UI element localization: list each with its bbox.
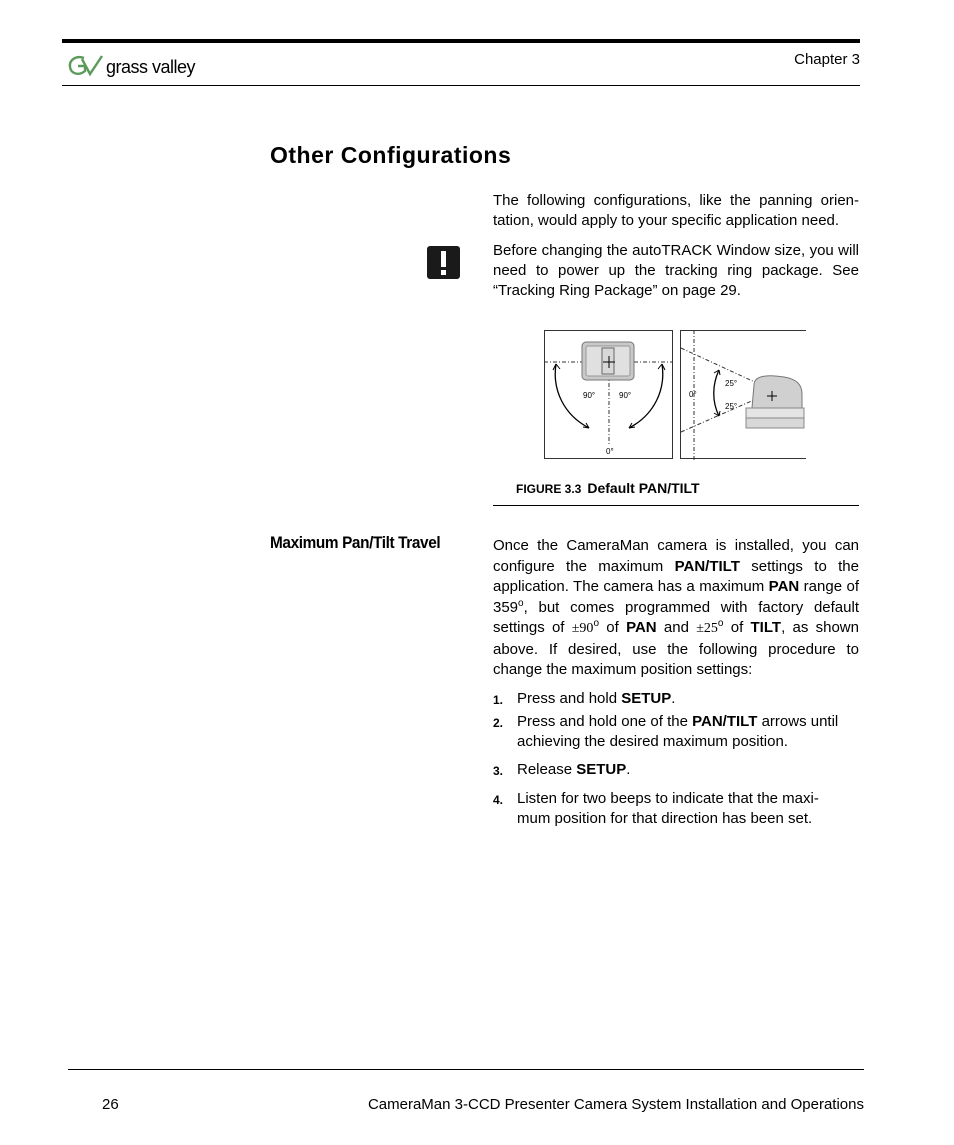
intro-paragraph: The following configurations, like the panning orien-tation, would apply to your specific application need. (493, 192, 859, 229)
figure-rule (493, 505, 859, 506)
camera-side-view (746, 376, 804, 428)
pan-left-label: 90° (583, 391, 596, 400)
figure-caption (516, 480, 700, 496)
gv-logo-mark (66, 52, 206, 80)
header-rule (62, 85, 860, 86)
tilt-zero-label: 0° (689, 390, 697, 399)
step-item: 2. Press and hold one of the PAN/TILT arrows until achieving the desired maximum position. (493, 713, 839, 750)
step-item: 4. Listen for two beeps to indicate that the maxi-mum position for that direction has been set. (493, 790, 819, 827)
exclamation-icon (427, 246, 460, 279)
footer-rule (68, 1069, 864, 1070)
section-title: Other Configurations (270, 142, 512, 168)
procedure-steps (493, 689, 859, 829)
pan-zero-label: 0° (606, 447, 614, 456)
footer-doc-title: CameraMan 3-CCD Presenter Camera System Installation and Operations (367, 1096, 864, 1113)
step-item: 1. Press and hold SETUP. (493, 690, 676, 707)
camera-top-view (582, 342, 634, 380)
logo-text: grass valley (106, 57, 196, 77)
header-top-rule (62, 39, 860, 43)
subsection-paragraph: Once the CameraMan camera is installed, you can configure the maximum PAN/TILT settings to the application. The camera has a maximum PAN range of 359$^o$, but comes programmed with factory default settings of $\pm 90^o$ of PAN and $\pm 25^o$ of TILT, as shown above. If desired, use the following procedure to change the maximum position settings: (493, 537, 859, 678)
page-number: 26 (102, 1096, 119, 1113)
chapter-label: Chapter 3 (794, 51, 860, 68)
pan-tilt-figure (544, 330, 807, 460)
figure-title: Default PAN/TILT (587, 480, 700, 496)
figure-label: FIGURE 3.3 (516, 482, 582, 496)
step-item: 3. Release SETUP. (493, 761, 631, 778)
subsection-heading: Maximum Pan/Tilt Travel (270, 534, 441, 552)
pan-right-label: 90° (619, 391, 632, 400)
warning-paragraph: Before changing the autoTRACK Window size, you will need to power up the tracking ring package. See “Tracking Ring Package” on page 29. (493, 242, 859, 299)
grass-valley-logo (66, 52, 206, 80)
tilt-up-label: 25° (725, 379, 738, 388)
tilt-down-label: 25° (725, 402, 738, 411)
